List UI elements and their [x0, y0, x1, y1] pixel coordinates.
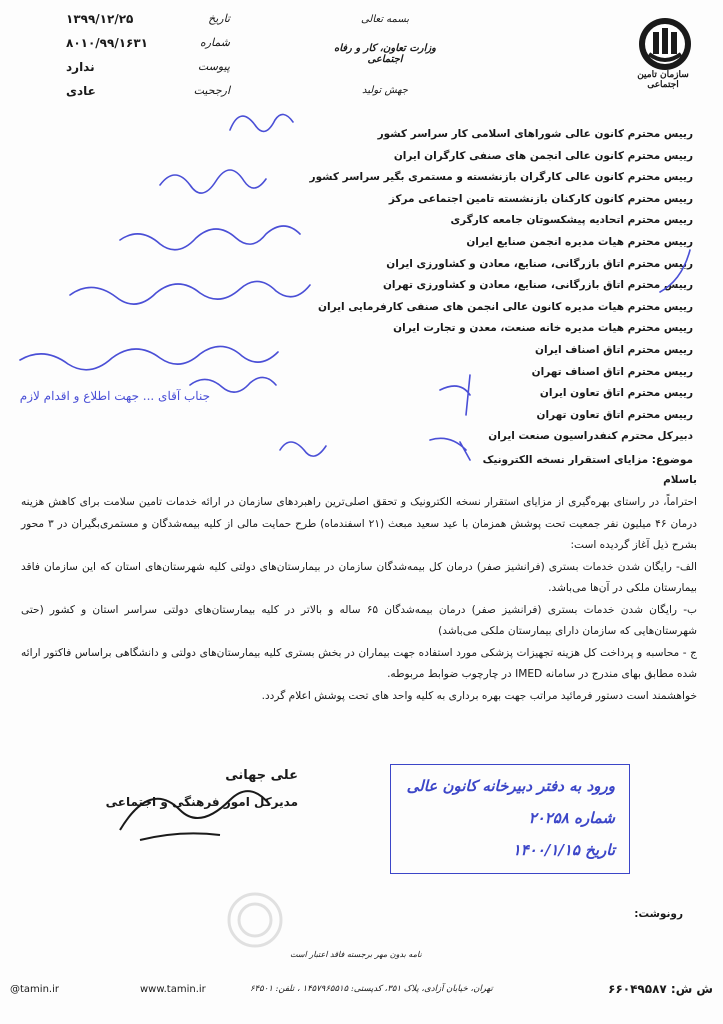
recipient-line: رییس محترم اتاق اصناف ایران: [535, 343, 693, 356]
bismillah: بسمه تعالی: [360, 14, 410, 25]
recipient-line: رییس محترم هیات مدیره کانون عالی انجمن های صنفی کارفرمایی ایران: [318, 300, 693, 313]
letter-greeting: باسلام: [663, 474, 697, 486]
body-paragraph: ج - محاسبه و پرداخت کل هزینه تجهیزات پزشکی مورد استفاده جهت بیماران در بخش بستری کلیه بیمارستان‌های دولتی و دانشگاهی براساس فاکتور ارائه شده مطابق بهای مندرج در سامانه IMED در چارچوب ضوابط مربوطه.: [21, 646, 697, 680]
recipient-line: رییس محترم اتاق بازرگانی، صنایع، معادن و کشاورزی ایران: [386, 257, 693, 270]
stamp-line: شماره ۲۰۲۵۸: [528, 809, 615, 827]
recipient-line: رییس محترم اتاق بازرگانی، صنایع، معادن و کشاورزی تهران: [382, 279, 693, 292]
receipt-stamp: [390, 764, 630, 874]
cc-label: رونوشت:: [634, 908, 683, 920]
recipient-line: رییس محترم اتاق اصناف تهران: [531, 365, 693, 378]
meta-label: ارجحیت: [193, 84, 230, 97]
validity-note: نامه بدون مهر برجسته فاقد اعتبار است: [290, 950, 422, 959]
letter-body: [21, 492, 697, 707]
stamp-line: تاریخ ۱۴۰۰/۱/۱۵: [512, 841, 615, 859]
recipient-line: دبیرکل محترم کنفدراسیون صنعت ایران: [488, 430, 693, 443]
year-slogan: جهش تولید: [362, 85, 408, 96]
meta-date: [50, 12, 230, 36]
signer-name: علی جهانی: [225, 768, 298, 783]
meta-attachment: [50, 60, 230, 84]
embossed-seal-icon: [225, 890, 285, 950]
recipient-line: رییس محترم اتاق تعاون تهران: [536, 408, 693, 421]
meta-label: تاریخ: [208, 12, 230, 25]
ministry-name: وزارت تعاون، کار و رفاه اجتماعی: [333, 43, 437, 65]
handwritten-annotation: [0, 90, 720, 510]
address-text: تهران، خیابان آزادی، پلاک ۳۵۱، کدپستی: ۱۴۵۷۹۶۵۵۱۵ ، تلفن: ۶۴۵۰۱: [250, 984, 493, 994]
letter-footer: [10, 978, 713, 1004]
body-paragraph: ب- رایگان شدن خدمات بستری (فرانشیز صفر) درمان بیمه‌شدگان ۶۵ ساله و بالاتر در کلیه بیمارستان‌های دولتی سراسر استان و کشور (حتی شهرستان‌هایی که سازمان دارای بیمارستان ملکی می‌باشد): [21, 603, 697, 637]
meta-value: ۸۰۱۰/۹۹/۱۶۳۱: [66, 36, 149, 50]
recipient-line: رییس محترم کانون عالی انجمن های صنفی کارگران ایران: [393, 149, 693, 162]
body-paragraph: الف- رایگان شدن خدمات بستری (فرانشیز صفر) درمان کل بیمه‌شدگان سازمان در بیمارستان‌های دولتی کلیه شهرستان‌های استان که این سازمان فاقد بیمارستان ملکی در آن‌ها می‌باشد.: [21, 560, 697, 594]
meta-value: ۱۳۹۹/۱۲/۲۵: [66, 12, 134, 26]
meta-number: [50, 36, 230, 60]
stamp-line: ورود به دفتر دبیرخانه کانون عالی: [406, 777, 615, 795]
meta-label: شماره: [199, 36, 230, 49]
recipient-line: رییس محترم اتاق تعاون ایران: [539, 387, 693, 400]
organization-name: سازمان تامین اجتماعی: [637, 70, 689, 90]
meta-value: ندارد: [66, 60, 95, 74]
body-paragraph: خواهشمند است دستور فرمائید مراتب جهت بهره برداری به کلیه واحد های تحت پوشش اعلام گردد.: [261, 689, 697, 702]
recipient-line: رییس محترم کانون عالی کارگران بازنشسته و مستمری بگیر سراسر کشور: [309, 171, 693, 184]
letterhead-center: [320, 10, 450, 96]
recipient-line: رییس محترم کانون عالی شوراهای اسلامی کار سراسر کشور: [377, 128, 693, 140]
website-link[interactable]: www.tamin.ir: [140, 984, 206, 995]
meta-value: عادی: [66, 84, 96, 98]
soroush-channel[interactable]: @tamin.ir: [10, 984, 59, 995]
recipient-line: رییس محترم اتحادیه پیشکسوتان جامعه کارگری: [450, 214, 693, 227]
recipient-line: رییس محترم هیات مدیره انجمن صنایع ایران: [466, 235, 693, 248]
sms-number: ش ش: ۶۶۰۴۹۵۸۷: [608, 982, 713, 996]
signer-title: مدیرکل امور فرهنگی و اجتماعی: [105, 795, 298, 809]
letter-subject: موضوع: مزایای استقرار نسخه الکترونیک: [482, 454, 693, 466]
handwritten-note: جناب آقای ... جهت اطلاع و اقدام لازم: [19, 389, 210, 403]
recipient-line: رییس محترم هیات مدیره خانه صنعت، معدن و تجارت ایران: [393, 322, 693, 335]
body-paragraph: احتراماً، در راستای بهره‌گیری از مزایای استقرار نسخه الکترونیک و تحقق اصلی‌ترین راهبردهای سازمان در ارائه خدمات تامین سلامت برای کاهش هزینه درمان ۴۶ میلیون نفر جمعیت تحت پوشش همزمان با عید سعید مبعث (۲۱ اسفندماه) طرح حمایت مالی از کلیه بیمه‌شدگان و مستمری‌بگیران در ۳ محور بشرح ذیل آغاز گردیده است:: [21, 496, 697, 551]
recipient-line: رییس محترم کانون کارکنان بازنشسته تامین اجتماعی مرکز: [388, 192, 693, 205]
meta-label: پیوست: [197, 60, 230, 73]
